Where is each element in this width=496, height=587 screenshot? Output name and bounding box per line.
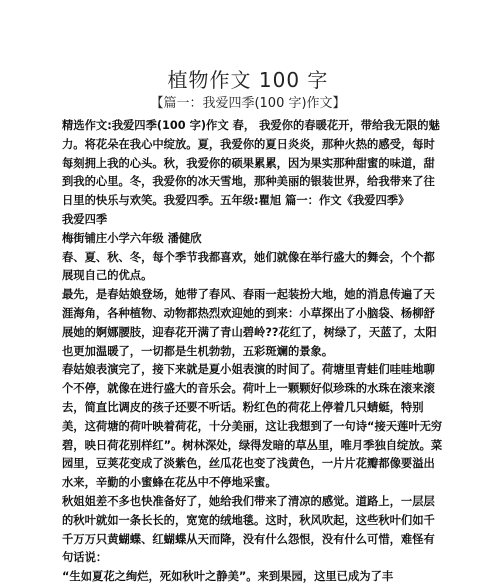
paragraph-summer: 春姑娘表演完了，接下来就是夏小姐表演的时间了。荷塘里青蛙们哇哇地聊个不停，就像在进行盛大的音乐会。荷叶上一颗颗好似珍珠的水珠在滚来滚去，简直比调皮的孩子还要不听话。粉红色的荷花上停着几只蜻蜓，特别美，这荷塘的荷叶映着荷花，十分美丽，这让我想到了一句诗“接天莲叶无穷碧，映日荷花别样红”。树林深处，绿得发暗的草丛里，唯月季独自绽放。菜园里，豆荚花变成了淡紫色，丝瓜花也变了浅黄色，一片片花瓣都像要溢出水来，辛勤的小蜜蜂在花丛中不停地采蜜。 [62, 363, 443, 490]
paragraph-seasons: 春、夏、秋、冬，每个季节我都喜欢，她们就像在举行盛大的舞会，个个都展现自己的优点。 [62, 250, 435, 283]
document-title: 植物作文 100 字 [167, 68, 329, 92]
paragraph-spring: 最先，是春姑娘登场，她带了春风、春雨一起装扮大地，她的消息传遍了天涯海角，各种植物、动物都热烈欢迎她的到来：小草探出了小脑袋、杨柳舒展她的婀娜腰肢，迎春花开满了青山碧岭??花红了，树绿了，天蓝了，太阳也更加温暖了，一切都是生机勃勃，五彩斑斓的景象。 [62, 288, 437, 358]
paragraph-autumn: 秋姐姐差不多也快准备好了，她给我们带来了清凉的感觉。道路上，一层层的秋叶就如一条长长的，宽宽的绒地毯。这时，秋风吹起，这些秋叶们如千千万万只黄蝴蝶、红蝴蝶从天而降，没有什么怨恨，没有什么可惜，难怪有句话说： [62, 494, 435, 565]
paragraph-intro: 精选作文:我爱四季(100 字)作文 春， 我爱你的春暖花开，带给我无限的魅力。将花朵在我心中绽放。夏，我爱你的夏日炎炎，那种火热的感受，每时每刻拥上我的心头。秋，我爱你的硕果累累，因为果实那种甜蜜的味道，甜到我的心里。冬，我爱你的冰天雪地，那种美丽的银装世界，给我带来了往日里的快乐与欢笑。我爱四季。五年级:瞿旭 篇一：作文《我爱四季》 [62, 119, 440, 208]
document-body [58, 117, 444, 587]
essay-title: 我爱四季 [62, 212, 108, 226]
paragraph-autumn-quote: “生如夏花之绚烂，死如秋叶之静美”。来到果园，这里已成为了丰 [62, 570, 394, 584]
section-heading: 【篇一：我爱四季(100 字)作文】 [150, 96, 346, 111]
essay-author: 梅街铺庄小学六年级 潘健欣 [62, 231, 202, 245]
